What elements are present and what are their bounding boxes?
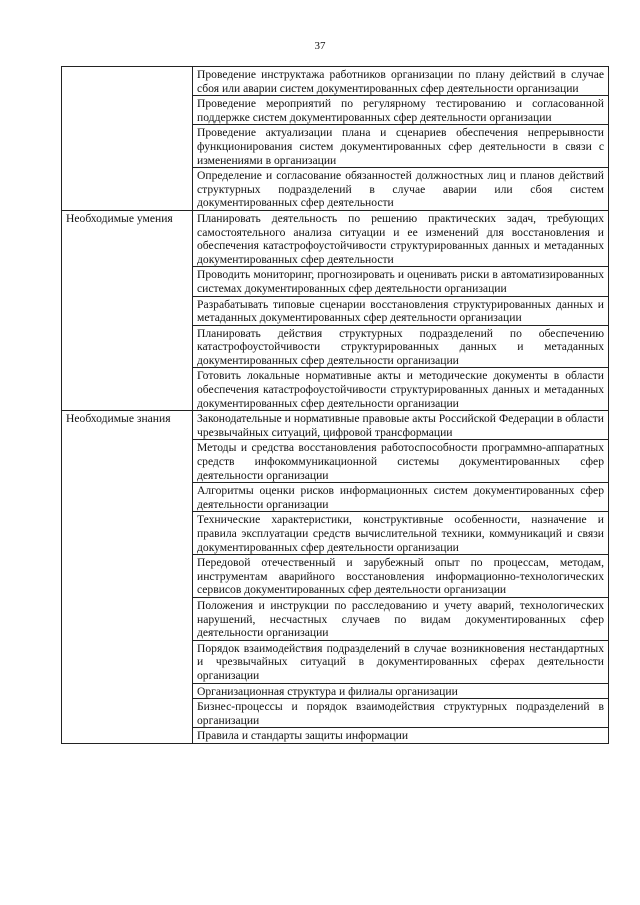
table-row <box>62 67 609 96</box>
knowledge-item: Технические характеристики, конструктивные особенности, назначение и правила эксплуатации средств вычислительной техники, коммуникаций и связи документированных сфер деятельности организации <box>193 512 609 555</box>
knowledge-item: Положения и инструкции по расследованию и учету аварий, технологических нарушений, несчастных случаев по видам документированных сфер деятельности организации <box>193 597 609 640</box>
section-label-skills: Необходимые умения <box>62 210 193 410</box>
action-item: Определение и согласование обязанностей должностных лиц и планов действий структурных подразделений в случае аварии или сбоя систем документированных сфер деятельности <box>193 168 609 211</box>
knowledge-item: Правила и стандарты защиты информации <box>193 728 609 744</box>
action-item: Проведение актуализации плана и сценариев обеспечения непрерывности функционирования систем документированных сфер деятельности в связи с изменениями в организации <box>193 125 609 168</box>
skill-item: Планировать деятельность по решению практических задач, требующих самостоятельного анализа ситуации и ее изменений для восстановления и обеспечения катастрофоустойчивости структурированных данных и метаданных документированных сфер деятельности <box>193 210 609 266</box>
action-item: Проведение мероприятий по регулярному тестированию и согласованной поддержке систем документированных сфер деятельности организации <box>193 96 609 125</box>
skill-item: Планировать действия структурных подразделений по обеспечению катастрофоустойчивости структурированных данных и метаданных документированных сфер деятельности организации <box>193 325 609 368</box>
knowledge-item: Организационная структура и филиалы организации <box>193 683 609 699</box>
skill-item: Готовить локальные нормативные акты и методические документы в области обеспечения катастрофоустойчивости структурированных данных и метаданных документированных сфер деятельности организации <box>193 368 609 411</box>
skill-item: Проводить мониторинг, прогнозировать и оценивать риски в автоматизированных системах документированных сфер деятельности организации <box>193 267 609 296</box>
table-row <box>62 210 609 266</box>
action-item: Проведение инструктажа работников организации по плану действий в случае сбоя или аварии систем документированных сфер деятельности организации <box>193 67 609 96</box>
knowledge-item: Методы и средства восстановления работоспособности программно-аппаратных средств инфокоммуникационной системы документированных сфер деятельности организации <box>193 440 609 483</box>
competency-table <box>61 66 609 744</box>
skill-item: Разрабатывать типовые сценарии восстановления структурированных данных и метаданных документированных сфер деятельности организации <box>193 296 609 325</box>
knowledge-item: Передовой отечественный и зарубежный опыт по процессам, методам, инструментам аварийного восстановления информационно-технологических сервисов документированных сфер деятельности организации <box>193 555 609 598</box>
knowledge-item: Алгоритмы оценки рисков информационных систем документированных сфер деятельности организации <box>193 483 609 512</box>
knowledge-item: Бизнес-процессы и порядок взаимодействия структурных подразделений в организации <box>193 699 609 728</box>
page-number: 37 <box>314 40 326 52</box>
knowledge-item: Законодательные и нормативные правовые акты Российской Федерации в области чрезвычайных ситуаций, цифровой трансформации <box>193 411 609 440</box>
section-label-continued <box>62 67 193 211</box>
table-row <box>62 411 609 440</box>
knowledge-item: Порядок взаимодействия подразделений в случае возникновения нестандартных и чрезвычайных ситуаций в документированных сферах деятельности организации <box>193 640 609 683</box>
section-label-knowledge: Необходимые знания <box>62 411 193 744</box>
